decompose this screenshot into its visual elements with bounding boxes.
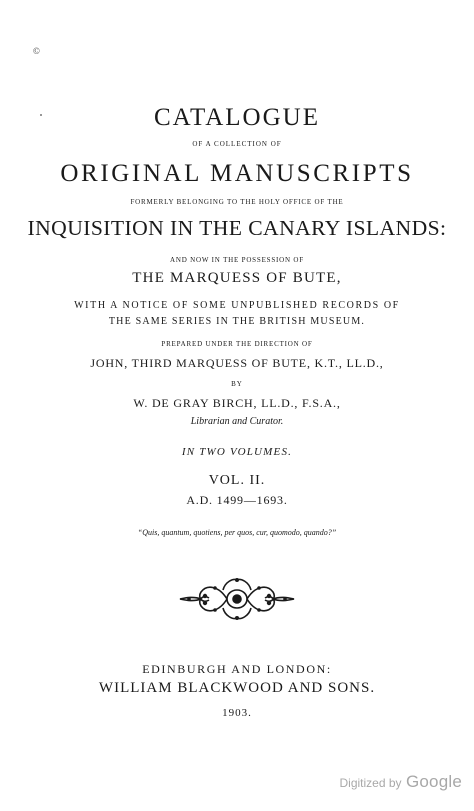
marquess-line: THE MARQUESS OF BUTE,: [132, 270, 342, 286]
floral-ornament-icon: [175, 574, 299, 624]
watermark-prefix: Digitized by: [339, 776, 402, 790]
notice-line-1: WITH A NOTICE OF SOME UNPUBLISHED RECORDS OF: [74, 300, 400, 311]
inquisition-title: INQUISITION IN THE CANARY ISLANDS:: [27, 216, 447, 240]
watermark-brand: Google: [405, 772, 462, 791]
volume-number: VOL. II.: [208, 473, 266, 488]
imprint-cities: EDINBURGH AND LONDON:: [142, 662, 332, 676]
library-stamp-icon: ©: [33, 46, 40, 56]
director-name: JOHN, THIRD MARQUESS OF BUTE, K.T., LL.D.,: [90, 356, 384, 370]
author-role: Librarian and Curator.: [190, 416, 284, 427]
volumes-note: IN TWO VOLUMES.: [181, 446, 293, 458]
by-line: BY: [231, 380, 243, 388]
collection-subheading: OF A COLLECTION OF: [192, 140, 282, 148]
publisher-name: WILLIAM BLACKWOOD AND SONS.: [98, 680, 376, 696]
manuscripts-title: ORIGINAL MANUSCRIPTS: [60, 160, 414, 187]
author-name: W. DE GRAY BIRCH, LL.D., F.S.A.,: [133, 396, 341, 410]
possession-line: AND NOW IN THE POSSESSION OF: [170, 256, 304, 264]
publication-year: 1903.: [222, 707, 252, 719]
date-range: A.D. 1499—1693.: [186, 493, 288, 507]
formerly-line: FORMERLY BELONGING TO THE HOLY OFFICE OF THE: [130, 198, 344, 206]
catalogue-heading: CATALOGUE: [154, 104, 320, 131]
notice-line-2: THE SAME SERIES IN THE BRITISH MUSEUM.: [108, 316, 366, 327]
latin-quote: “Quis, quantum, quotiens, per quos, cur, quomodo, quando?”: [137, 528, 337, 537]
prepared-line: PREPARED UNDER THE DIRECTION OF: [161, 340, 313, 348]
digitized-watermark: [339, 772, 462, 792]
